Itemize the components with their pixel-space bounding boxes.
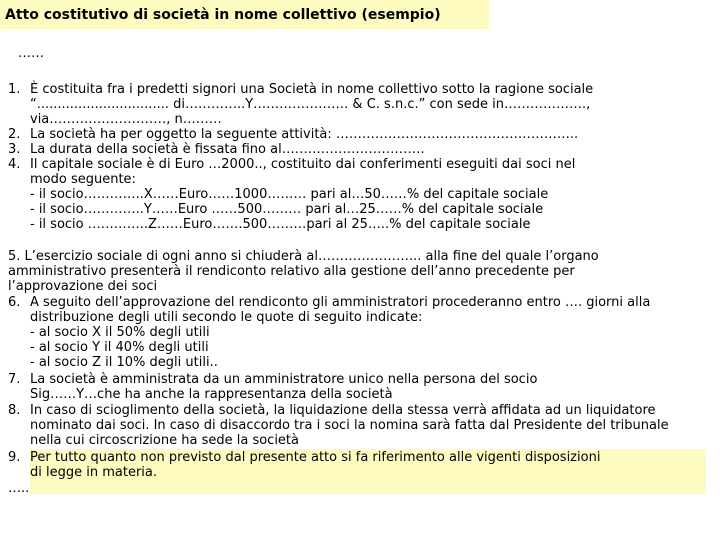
item-6-line-4: - al socio Y il 40% degli utili <box>30 340 209 355</box>
item-2-number: 2. <box>8 127 21 142</box>
item-4-line-1: Il capitale sociale è di Euro …2000.., costituito dai conferimenti eseguiti dai soci nel <box>30 157 576 172</box>
item-4-number: 4. <box>8 157 21 172</box>
item-6-line-2: distribuzione degli utili secondo le quote di seguito indicate: <box>30 310 423 325</box>
item-1-line-3: via………………………, n……… <box>30 112 222 127</box>
item-8-line-2: nominato dai soci. In caso di disaccordo tra i soci la nomina sarà fatta dal Presidente del tribunale <box>30 418 669 433</box>
conferimento-z: - il socio …………..Z……Euro…….500………pari al 25…..% del capitale sociale <box>30 217 531 232</box>
item-4-line-2: modo seguente: <box>30 172 136 187</box>
item-8-line-1: In caso di scioglimento della società, la liquidazione della stessa verrà affidata ad un liquidatore <box>30 403 656 418</box>
item-1-line-1: È costituita fra i predetti signori una Società in nome collettivo sotto la ragione sociale <box>30 82 594 97</box>
item-9-line-1: Per tutto quanto non previsto dal presente atto si fa riferimento alle vigenti disposizioni <box>30 450 601 465</box>
item-6-line-1: A seguito dell’approvazione del rendiconto gli amministratori procederanno entro …. giorni alla <box>30 295 651 310</box>
item-5-line-1: 5. L’esercizio sociale di ogni anno si chiuderà al…………………... alla fine del quale l’organo <box>8 249 599 264</box>
item-6-line-3: - al socio X il 50% degli utili <box>30 325 210 340</box>
item-6-line-5: - al socio Z il 10% degli utili.. <box>30 355 218 370</box>
ellipsis-top: …… <box>18 46 44 61</box>
item-5-line-2: amministrativo presenterà il rendiconto relativo alla gestione dell’anno precedente per <box>8 264 575 279</box>
page-title: Atto costitutivo di società in nome collettivo (esempio) <box>5 7 441 23</box>
item-5-line-3: l’approvazione dei soci <box>8 279 158 294</box>
item-8-number: 8. <box>8 403 21 418</box>
conferimento-y: - il socio…………..Y……Euro ……500……… pari al…25……% del capitale sociale <box>30 202 544 217</box>
item-7-line-2: Sig……Y…che ha anche la rappresentanza della società <box>30 387 393 402</box>
item-3-line-1: La durata della società è fissata fino al…………………………… <box>30 142 425 157</box>
ellipsis-bottom: ….. <box>8 481 30 496</box>
item-8-line-3: nella cui circoscrizione ha sede la società <box>30 433 299 448</box>
conferimento-x: - il socio…………..X……Euro……1000……… pari al…50……% del capitale sociale <box>30 187 549 202</box>
item-7-line-1: La società è amministrata da un amministratore unico nella persona del socio <box>30 372 538 387</box>
item-9-number: 9. <box>8 450 21 465</box>
item-1-number: 1. <box>8 82 21 97</box>
item-1-line-2: “................................ di…………..Y…………………. & C. s.n.c.” con sede in………………., <box>30 97 591 112</box>
item-9-line-2: di legge in materia. <box>30 465 158 480</box>
item-7-number: 7. <box>8 372 21 387</box>
item-6-number: 6. <box>8 295 21 310</box>
item-3-number: 3. <box>8 142 21 157</box>
item-2-line-1: La società ha per oggetto la seguente attività: ……………………………………………….. <box>30 127 579 142</box>
